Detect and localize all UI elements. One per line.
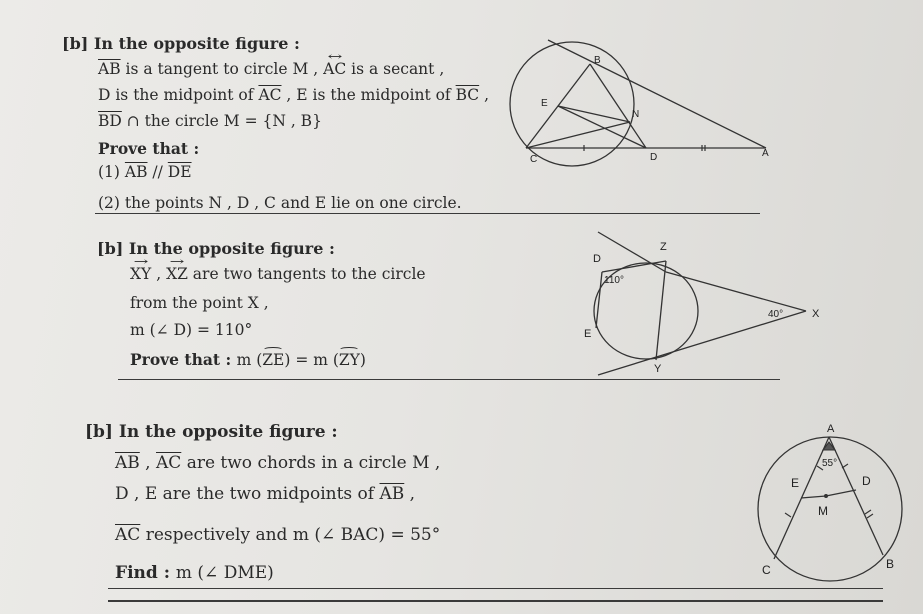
ray-xz: → XZ (166, 267, 188, 283)
problem3-find-label: Find : (115, 563, 176, 583)
problem1-item1-num: (1) (98, 163, 125, 181)
fig1-label-e: E (541, 98, 548, 109)
fig2-label-d: D (593, 253, 601, 265)
problem1-line1-text2: is a secant , (346, 60, 445, 78)
problem3-line3-text1: respectively and m (∠ BAC) = 55° (140, 525, 441, 545)
problem3-line2-text1: D , E are the two midpoints of (115, 484, 380, 504)
fig3-label-d: D (862, 474, 871, 488)
problem2-prove-text1: m ( (236, 351, 263, 369)
fig3-label-a: A (827, 423, 835, 435)
segment-ab: $\overline{AB}$ (98, 60, 121, 78)
segment-ac: $\overline{AC}$ (258, 86, 282, 104)
fig2-angle-x: 40° (768, 309, 784, 320)
fig3-angle-a: 55° (822, 458, 838, 469)
segment-bd: $\overline{BD}$ (98, 112, 122, 130)
figure3-line-md (826, 490, 856, 496)
ray-xy: → XY (130, 267, 151, 283)
arc-zy: ⌢ ZY (339, 353, 360, 369)
parallel-sign: // (147, 163, 168, 181)
fig2-label-x: X (812, 308, 820, 320)
arc-ze: ⌢ ZE (262, 353, 284, 369)
problem1-heading: [b] In the opposite figure : (62, 34, 300, 53)
line-ac: ↔ AC (323, 62, 346, 78)
fig3-label-b: B (886, 557, 895, 571)
problem1-line1-text1: is a tangent to circle M , (120, 60, 324, 78)
fig3-label-m: M (818, 504, 828, 518)
problem2-line3: m (∠ D) = 110° (130, 321, 253, 339)
fig1-label-c: C (530, 154, 538, 165)
fig1-label-n: N (632, 109, 640, 120)
problem2-prove-label: Prove that : (130, 350, 237, 369)
fig3-label-c: C (762, 563, 771, 577)
figure3-chord-ab (829, 437, 883, 555)
segment-ab-2: $\overline{AB}$ (124, 163, 148, 181)
problem2-sep: , (151, 265, 167, 283)
fig2-label-y: Y (654, 363, 662, 375)
fig3-label-e: E (791, 476, 800, 490)
segment-bc: $\overline{BC}$ (455, 86, 480, 104)
fig1-label-b: B (594, 55, 601, 66)
problem1-line3-text1: ∩ the circle M = {N , B} (121, 112, 322, 130)
problem1-line2-text3: , (479, 86, 490, 104)
fig1-label-d: D (650, 152, 658, 163)
problem2-heading: [b] In the opposite figure : (97, 239, 335, 258)
figure3-line-me (801, 496, 826, 498)
problem2-line2: from the point X , (130, 294, 269, 312)
fig2-label-e: E (584, 328, 592, 340)
problem3-line2-text2: , (404, 484, 416, 504)
fig2-angle-d: 110° (604, 275, 624, 286)
chord-ab: $\overline{AB}$ (115, 453, 140, 473)
problem3-sep: , (139, 453, 156, 473)
segment-ac-3: $\overline{AC}$ (115, 525, 141, 545)
problem2-prove-text2: ) = m ( (284, 351, 339, 369)
problem2-prove-text3: ) (359, 351, 366, 369)
problem1-line2-text2: , E is the midpoint of (281, 86, 456, 104)
fig2-label-z: Z (660, 241, 667, 253)
problem3-line1-text: are two chords in a circle M , (181, 453, 441, 473)
problem3-heading: [b] In the opposite figure : (85, 422, 338, 442)
problem1-prove-label: Prove that : (98, 139, 200, 158)
problem1-item2: (2) the points N , D , C and E lie on one circle. (98, 194, 462, 212)
problem3-find-text: m (∠ DME) (175, 563, 274, 583)
problem2-line1-text: are two tangents to the circle (187, 265, 426, 283)
problem1-line2-text1: D is the midpoint of (98, 86, 259, 104)
segment-de: $\overline{DE}$ (167, 163, 192, 181)
chord-ac: $\overline{AC}$ (156, 453, 182, 473)
fig1-label-a: A (762, 148, 769, 159)
segment-ab-3: $\overline{AB}$ (379, 484, 405, 504)
